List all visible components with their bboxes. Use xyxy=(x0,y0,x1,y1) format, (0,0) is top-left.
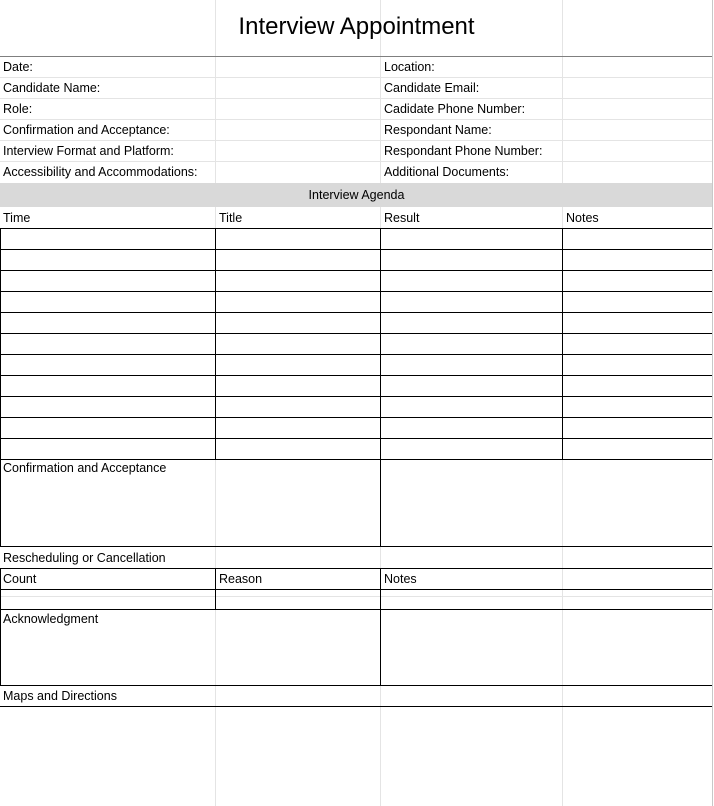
acknowledgment-left-border xyxy=(0,610,1,686)
agenda-col-title: Title xyxy=(219,211,243,225)
maps-area[interactable] xyxy=(0,707,713,806)
agenda-cell-result[interactable] xyxy=(381,292,562,312)
confirmation-acceptance-value[interactable] xyxy=(216,120,380,140)
agenda-cell-notes[interactable] xyxy=(563,439,712,459)
candidate-phone-value[interactable] xyxy=(563,99,712,119)
agenda-heading: Interview Agenda xyxy=(0,183,713,207)
acknowledgment-box[interactable] xyxy=(1,611,380,685)
rescheduling-left-border xyxy=(0,568,1,610)
agenda-cell-time[interactable] xyxy=(1,397,215,417)
maps-heading: Maps and Directions xyxy=(3,689,117,703)
agenda-cell-result[interactable] xyxy=(381,397,562,417)
agenda-col-time: Time xyxy=(3,211,31,225)
respondant-name-value[interactable] xyxy=(563,120,712,140)
agenda-cell-notes[interactable] xyxy=(563,292,712,312)
agenda-cell-result[interactable] xyxy=(381,376,562,396)
agenda-cell-title[interactable] xyxy=(216,418,380,438)
agenda-cell-time[interactable] xyxy=(1,355,215,375)
candidate-name-label: Candidate Name: xyxy=(3,81,101,95)
rescheduling-bottom-border xyxy=(0,609,713,610)
acknowledgment-right-border xyxy=(380,610,381,686)
agenda-cell-notes[interactable] xyxy=(563,271,712,291)
agenda-cell-time[interactable] xyxy=(1,292,215,312)
date-value[interactable] xyxy=(216,57,380,77)
interview-format-value[interactable] xyxy=(216,141,380,161)
confirmation-section-label: Confirmation and Acceptance xyxy=(3,461,167,475)
agenda-cell-title[interactable] xyxy=(216,271,380,291)
agenda-cell-result[interactable] xyxy=(381,313,562,333)
agenda-cell-title[interactable] xyxy=(216,397,380,417)
location-label: Location: xyxy=(384,60,435,74)
rescheduling-col-reason: Reason xyxy=(219,572,263,586)
agenda-cell-notes[interactable] xyxy=(563,250,712,270)
rescheduling-reason-cell[interactable] xyxy=(216,590,380,609)
agenda-cell-notes[interactable] xyxy=(563,418,712,438)
rescheduling-notes-cell[interactable] xyxy=(381,590,712,609)
rescheduling-col-notes: Notes xyxy=(384,572,417,586)
rescheduling-divider-2 xyxy=(380,568,381,610)
confirmation-box-bottom-border xyxy=(0,546,713,547)
agenda-cell-time[interactable] xyxy=(1,250,215,270)
agenda-cell-time[interactable] xyxy=(1,313,215,333)
agenda-cell-notes[interactable] xyxy=(563,397,712,417)
agenda-cell-result[interactable] xyxy=(381,250,562,270)
agenda-cell-time[interactable] xyxy=(1,334,215,354)
agenda-col-result: Result xyxy=(384,211,420,225)
agenda-cell-title[interactable] xyxy=(216,292,380,312)
agenda-cell-result[interactable] xyxy=(381,271,562,291)
date-label: Date: xyxy=(3,60,33,74)
agenda-cell-result[interactable] xyxy=(381,229,562,249)
rescheduling-col-count: Count xyxy=(3,572,37,586)
agenda-cell-time[interactable] xyxy=(1,271,215,291)
respondant-phone-label: Respondant Phone Number: xyxy=(384,144,543,158)
agenda-cell-result[interactable] xyxy=(381,418,562,438)
interview-format-label: Interview Format and Platform: xyxy=(3,144,174,158)
agenda-cell-title[interactable] xyxy=(216,229,380,249)
role-label: Role: xyxy=(3,102,33,116)
sheet-right-edge xyxy=(712,0,713,806)
agenda-cell-title[interactable] xyxy=(216,313,380,333)
agenda-cell-title[interactable] xyxy=(216,439,380,459)
respondant-name-label: Respondant Name: xyxy=(384,123,492,137)
additional-documents-label: Additional Documents: xyxy=(384,165,510,179)
rescheduling-divider-1 xyxy=(215,568,216,610)
agenda-cell-title[interactable] xyxy=(216,376,380,396)
agenda-cell-notes[interactable] xyxy=(563,229,712,249)
page-title: Interview Appointment xyxy=(238,13,475,40)
agenda-cell-notes[interactable] xyxy=(563,376,712,396)
candidate-email-label: Candidate Email: xyxy=(384,81,480,95)
accessibility-label: Accessibility and Accommodations: xyxy=(3,165,198,179)
agenda-cell-title[interactable] xyxy=(216,250,380,270)
agenda-cell-result[interactable] xyxy=(381,439,562,459)
candidate-name-value[interactable] xyxy=(216,78,380,98)
candidate-phone-label: Cadidate Phone Number: xyxy=(384,102,526,116)
rescheduling-heading: Rescheduling or Cancellation xyxy=(3,551,166,565)
role-value[interactable] xyxy=(216,99,380,119)
agenda-cell-notes[interactable] xyxy=(563,355,712,375)
acknowledgment-label: Acknowledgment xyxy=(3,612,99,626)
agenda-cell-result[interactable] xyxy=(381,355,562,375)
confirmation-box-right-border xyxy=(380,459,381,547)
agenda-col-notes: Notes xyxy=(566,211,599,225)
agenda-cell-notes[interactable] xyxy=(563,334,712,354)
respondant-phone-value[interactable] xyxy=(563,141,712,161)
agenda-cell-time[interactable] xyxy=(1,376,215,396)
additional-documents-value[interactable] xyxy=(563,162,712,182)
confirmation-box[interactable] xyxy=(1,460,380,546)
rescheduling-top-border xyxy=(0,568,713,569)
confirmation-box-left-border xyxy=(0,459,1,547)
candidate-email-value[interactable] xyxy=(563,78,712,98)
rescheduling-count-cell[interactable] xyxy=(1,590,215,609)
confirmation-acceptance-label: Confirmation and Acceptance: xyxy=(3,123,170,137)
agenda-cell-result[interactable] xyxy=(381,334,562,354)
agenda-cell-time[interactable] xyxy=(1,418,215,438)
agenda-cell-title[interactable] xyxy=(216,334,380,354)
agenda-cell-notes[interactable] xyxy=(563,313,712,333)
accessibility-value[interactable] xyxy=(216,162,380,182)
agenda-cell-title[interactable] xyxy=(216,355,380,375)
agenda-cell-time[interactable] xyxy=(1,439,215,459)
location-value[interactable] xyxy=(563,57,712,77)
agenda-cell-time[interactable] xyxy=(1,229,215,249)
